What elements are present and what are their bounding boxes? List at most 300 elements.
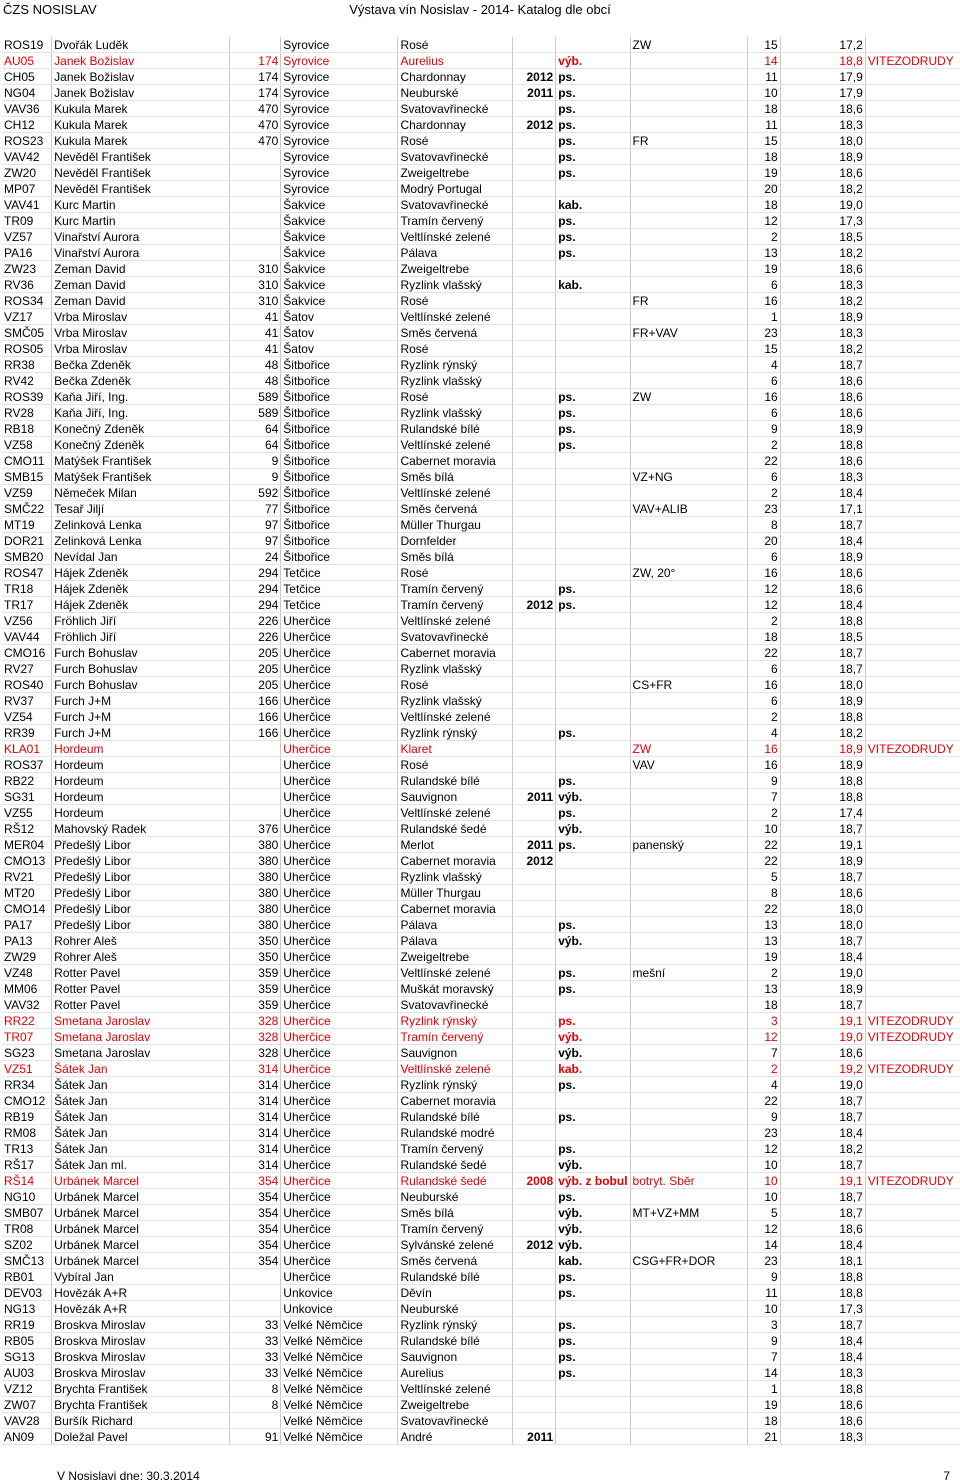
wine-code: MER04	[2, 837, 52, 853]
vintage	[513, 725, 556, 741]
note	[630, 245, 747, 261]
note: MT+VZ+MM	[630, 1205, 747, 1221]
note: VAV+ALIB	[630, 501, 747, 517]
variety: Aurelius	[398, 1365, 513, 1381]
vintage	[513, 981, 556, 997]
vintage	[513, 453, 556, 469]
category: 10	[747, 821, 780, 837]
category: 3	[747, 1013, 780, 1029]
wine-code: VZ54	[2, 709, 52, 725]
attribute: ps.	[556, 101, 630, 117]
note	[630, 1285, 747, 1301]
category: 10	[747, 85, 780, 101]
attribute: výb.	[556, 933, 630, 949]
category: 12	[747, 597, 780, 613]
grower-name: Urbánek Marcel	[52, 1173, 229, 1189]
village: Tetčice	[281, 565, 398, 581]
house-number: 226	[229, 629, 281, 645]
wine-code: TR09	[2, 213, 52, 229]
award	[865, 1205, 960, 1221]
score: 18,2	[780, 725, 865, 741]
variety: Müller Thurgau	[398, 885, 513, 901]
variety: Klaret	[398, 741, 513, 757]
village: Syrovice	[281, 181, 398, 197]
grower-name: Rotter Pavel	[52, 965, 229, 981]
grower-name: Matýšek František	[52, 469, 229, 485]
variety: Rosé	[398, 133, 513, 149]
grower-name: Rotter Pavel	[52, 981, 229, 997]
table-row	[2, 261, 960, 277]
score: 18,4	[780, 485, 865, 501]
variety: Rosé	[398, 757, 513, 773]
score: 18,2	[780, 1141, 865, 1157]
variety: Směs červená	[398, 501, 513, 517]
score: 18,7	[780, 357, 865, 373]
wine-code: AU05	[2, 53, 52, 69]
category: 12	[747, 213, 780, 229]
house-number: 314	[229, 1077, 281, 1093]
village: Uherčice	[281, 821, 398, 837]
category: 8	[747, 517, 780, 533]
table-row	[2, 1125, 960, 1141]
attribute	[556, 1397, 630, 1413]
wine-code: RV42	[2, 373, 52, 389]
variety: Rulandské bílé	[398, 1109, 513, 1125]
grower-name: Kukula Marek	[52, 133, 229, 149]
attribute	[556, 741, 630, 757]
attribute	[556, 901, 630, 917]
note	[630, 1061, 747, 1077]
table-row	[2, 757, 960, 773]
vintage	[513, 1413, 556, 1429]
variety: Cabernet moravia	[398, 645, 513, 661]
category: 20	[747, 533, 780, 549]
score: 19,0	[780, 1077, 865, 1093]
table-row	[2, 1429, 960, 1445]
wine-code: SG31	[2, 789, 52, 805]
house-number: 380	[229, 837, 281, 853]
score: 18,8	[780, 1269, 865, 1285]
house-number: 470	[229, 101, 281, 117]
vintage	[513, 629, 556, 645]
village: Uherčice	[281, 1221, 398, 1237]
vintage	[513, 37, 556, 53]
attribute	[556, 565, 630, 581]
category: 7	[747, 1045, 780, 1061]
wine-code: VZ17	[2, 309, 52, 325]
category: 16	[747, 565, 780, 581]
note	[630, 1333, 747, 1349]
house-number: 33	[229, 1365, 281, 1381]
award	[865, 389, 960, 405]
wine-code: ZW29	[2, 949, 52, 965]
table-row	[2, 181, 960, 197]
attribute	[556, 517, 630, 533]
attribute	[556, 1413, 630, 1429]
vintage	[513, 757, 556, 773]
attribute: výb.	[556, 53, 630, 69]
note	[630, 581, 747, 597]
vintage: 2011	[513, 85, 556, 101]
note	[630, 549, 747, 565]
house-number	[229, 757, 281, 773]
wine-code: VZ48	[2, 965, 52, 981]
note	[630, 1013, 747, 1029]
vintage	[513, 53, 556, 69]
variety: Tramín červený	[398, 1029, 513, 1045]
village: Šitbořice	[281, 533, 398, 549]
attribute	[556, 1381, 630, 1397]
award	[865, 437, 960, 453]
house-number: 174	[229, 53, 281, 69]
award: VITEZODRUDY	[865, 1061, 960, 1077]
category: 13	[747, 933, 780, 949]
grower-name: Kukula Marek	[52, 101, 229, 117]
note	[630, 229, 747, 245]
wine-code: VZ12	[2, 1381, 52, 1397]
vintage	[513, 821, 556, 837]
category: 13	[747, 245, 780, 261]
table-row	[2, 805, 960, 821]
house-number: 328	[229, 1013, 281, 1029]
village: Šitbořice	[281, 453, 398, 469]
house-number: 97	[229, 517, 281, 533]
attribute: ps.	[556, 965, 630, 981]
award	[865, 37, 960, 53]
variety: Ryzlink rýnský	[398, 1013, 513, 1029]
wine-code: RV27	[2, 661, 52, 677]
wine-code: RR22	[2, 1013, 52, 1029]
award	[865, 933, 960, 949]
note	[630, 981, 747, 997]
attribute	[556, 677, 630, 693]
note: VZ+NG	[630, 469, 747, 485]
vintage	[513, 1109, 556, 1125]
village: Šitbořice	[281, 389, 398, 405]
award	[865, 501, 960, 517]
attribute	[556, 37, 630, 53]
village: Velké Němčice	[281, 1413, 398, 1429]
grower-name: Kurc Martin	[52, 213, 229, 229]
award	[865, 1413, 960, 1429]
category: 6	[747, 549, 780, 565]
award	[865, 725, 960, 741]
table-row	[2, 549, 960, 565]
score: 18,3	[780, 325, 865, 341]
variety: Ryzlink rýnský	[398, 1317, 513, 1333]
category: 9	[747, 421, 780, 437]
vintage	[513, 677, 556, 693]
variety: Pálava	[398, 933, 513, 949]
category: 12	[747, 1029, 780, 1045]
note	[630, 1237, 747, 1253]
vintage	[513, 533, 556, 549]
wine-code: SMB07	[2, 1205, 52, 1221]
grower-name: Mahovský Radek	[52, 821, 229, 837]
village: Šakvice	[281, 293, 398, 309]
vintage	[513, 933, 556, 949]
category: 22	[747, 1093, 780, 1109]
house-number	[229, 149, 281, 165]
wine-code: CH05	[2, 69, 52, 85]
category: 2	[747, 965, 780, 981]
award	[865, 981, 960, 997]
score: 18,6	[780, 1221, 865, 1237]
note	[630, 773, 747, 789]
note	[630, 309, 747, 325]
variety: Ryzlink vlašský	[398, 661, 513, 677]
grower-name: Furch Bohuslav	[52, 677, 229, 693]
wine-code: SMČ13	[2, 1253, 52, 1269]
grower-name: Šátek Jan ml.	[52, 1157, 229, 1173]
attribute: ps.	[556, 405, 630, 421]
wine-code: TR18	[2, 581, 52, 597]
village: Uherčice	[281, 725, 398, 741]
vintage	[513, 709, 556, 725]
wine-code: CMO14	[2, 901, 52, 917]
score: 18,6	[780, 565, 865, 581]
note	[630, 869, 747, 885]
house-number: 41	[229, 325, 281, 341]
category: 22	[747, 853, 780, 869]
wine-code: VZ59	[2, 485, 52, 501]
award	[865, 965, 960, 981]
attribute: ps.	[556, 421, 630, 437]
house-number: 376	[229, 821, 281, 837]
table-row	[2, 69, 960, 85]
variety: Ryzlink rýnský	[398, 1077, 513, 1093]
table-row	[2, 533, 960, 549]
category: 18	[747, 629, 780, 645]
attribute	[556, 1093, 630, 1109]
wine-code: RŠ14	[2, 1173, 52, 1189]
score: 18,8	[780, 1285, 865, 1301]
note: ZW	[630, 741, 747, 757]
house-number: 294	[229, 597, 281, 613]
grower-name: Šátek Jan	[52, 1077, 229, 1093]
table-row	[2, 213, 960, 229]
table-row	[2, 1365, 960, 1381]
score: 17,9	[780, 69, 865, 85]
variety: Svatovavřinecké	[398, 101, 513, 117]
category: 10	[747, 1301, 780, 1317]
table-row	[2, 245, 960, 261]
house-number: 328	[229, 1045, 281, 1061]
wine-code: MT19	[2, 517, 52, 533]
house-number	[229, 229, 281, 245]
grower-name: Vrba Miroslav	[52, 325, 229, 341]
table-body	[2, 37, 960, 1445]
variety: Ryzlink vlašský	[398, 373, 513, 389]
wine-code: RB18	[2, 421, 52, 437]
score: 18,7	[780, 661, 865, 677]
score: 18,2	[780, 245, 865, 261]
score: 18,1	[780, 1253, 865, 1269]
attribute: ps.	[556, 1285, 630, 1301]
village: Uherčice	[281, 1269, 398, 1285]
score: 18,9	[780, 853, 865, 869]
page-footer	[0, 1469, 960, 1484]
score: 19,0	[780, 1029, 865, 1045]
house-number	[229, 1413, 281, 1429]
category: 2	[747, 485, 780, 501]
award	[865, 1125, 960, 1141]
score: 18,6	[780, 373, 865, 389]
note	[630, 1397, 747, 1413]
award: VITEZODRUDY	[865, 53, 960, 69]
village: Uherčice	[281, 997, 398, 1013]
note	[630, 341, 747, 357]
house-number: 64	[229, 437, 281, 453]
village: Šitbořice	[281, 405, 398, 421]
house-number: 205	[229, 645, 281, 661]
category: 19	[747, 261, 780, 277]
wine-code: RB05	[2, 1333, 52, 1349]
award	[865, 565, 960, 581]
attribute: ps.	[556, 149, 630, 165]
table-row	[2, 293, 960, 309]
village: Šitbořice	[281, 485, 398, 501]
village: Uherčice	[281, 1077, 398, 1093]
award: VITEZODRUDY	[865, 1029, 960, 1045]
house-number: 174	[229, 85, 281, 101]
attribute	[556, 469, 630, 485]
wine-code: DEV03	[2, 1285, 52, 1301]
vintage	[513, 1205, 556, 1221]
grower-name: Doležal Pavel	[52, 1429, 229, 1445]
table-row	[2, 101, 960, 117]
village: Uherčice	[281, 789, 398, 805]
attribute: ps.	[556, 581, 630, 597]
variety: Pálava	[398, 917, 513, 933]
table-row	[2, 1285, 960, 1301]
award	[865, 373, 960, 389]
category: 10	[747, 1189, 780, 1205]
attribute: ps.	[556, 389, 630, 405]
score: 18,6	[780, 389, 865, 405]
village: Uherčice	[281, 677, 398, 693]
grower-name: Urbánek Marcel	[52, 1237, 229, 1253]
note	[630, 149, 747, 165]
vintage	[513, 197, 556, 213]
grower-name: Furch J+M	[52, 709, 229, 725]
attribute	[556, 1125, 630, 1141]
grower-name: Předešlý Libor	[52, 853, 229, 869]
grower-name: Tesař Jiljí	[52, 501, 229, 517]
note	[630, 1349, 747, 1365]
vintage	[513, 165, 556, 181]
village: Uherčice	[281, 837, 398, 853]
note	[630, 405, 747, 421]
vintage	[513, 549, 556, 565]
wine-code: SZ02	[2, 1237, 52, 1253]
score: 17,1	[780, 501, 865, 517]
house-number: 91	[229, 1429, 281, 1445]
vintage	[513, 245, 556, 261]
attribute: kab.	[556, 1253, 630, 1269]
wine-code: SMČ05	[2, 325, 52, 341]
award	[865, 1269, 960, 1285]
variety: Ryzlink vlašský	[398, 277, 513, 293]
village: Uherčice	[281, 885, 398, 901]
vintage	[513, 693, 556, 709]
score: 18,7	[780, 645, 865, 661]
score: 18,7	[780, 1317, 865, 1333]
vintage	[513, 517, 556, 533]
house-number	[229, 773, 281, 789]
house-number: 33	[229, 1317, 281, 1333]
village: Velké Němčice	[281, 1333, 398, 1349]
village: Uherčice	[281, 1237, 398, 1253]
category: 6	[747, 661, 780, 677]
attribute: výb.	[556, 1221, 630, 1237]
attribute: ps.	[556, 133, 630, 149]
village: Uherčice	[281, 853, 398, 869]
wine-code: CMO16	[2, 645, 52, 661]
variety: Zweigeltrebe	[398, 261, 513, 277]
award	[865, 1189, 960, 1205]
attribute: ps.	[556, 117, 630, 133]
wine-code: PA16	[2, 245, 52, 261]
village: Šitbořice	[281, 517, 398, 533]
score: 18,6	[780, 165, 865, 181]
table-row	[2, 1173, 960, 1189]
table-row	[2, 997, 960, 1013]
wine-code: ROS19	[2, 37, 52, 53]
table-row	[2, 661, 960, 677]
score: 18,8	[780, 53, 865, 69]
house-number: 64	[229, 421, 281, 437]
table-row	[2, 469, 960, 485]
score: 18,7	[780, 1157, 865, 1173]
vintage	[513, 565, 556, 581]
house-number: 226	[229, 613, 281, 629]
wine-code: RB22	[2, 773, 52, 789]
attribute	[556, 341, 630, 357]
village: Uherčice	[281, 1093, 398, 1109]
score: 19,0	[780, 197, 865, 213]
award	[865, 773, 960, 789]
category: 20	[747, 181, 780, 197]
attribute	[556, 949, 630, 965]
table-row	[2, 325, 960, 341]
variety: Rosé	[398, 565, 513, 581]
attribute	[556, 293, 630, 309]
attribute: ps.	[556, 1189, 630, 1205]
vintage	[513, 501, 556, 517]
award	[865, 149, 960, 165]
village: Syrovice	[281, 149, 398, 165]
award	[865, 917, 960, 933]
note	[630, 1269, 747, 1285]
vintage: 2011	[513, 837, 556, 853]
village: Syrovice	[281, 37, 398, 53]
award	[865, 1301, 960, 1317]
grower-name: Hájek Zdeněk	[52, 597, 229, 613]
attribute	[556, 533, 630, 549]
category: 11	[747, 1285, 780, 1301]
table-row	[2, 917, 960, 933]
page-number: 7	[943, 1469, 950, 1483]
category: 1	[747, 309, 780, 325]
village: Šatov	[281, 325, 398, 341]
award	[865, 69, 960, 85]
village: Velké Němčice	[281, 1317, 398, 1333]
award	[865, 469, 960, 485]
house-number: 314	[229, 1061, 281, 1077]
vintage	[513, 229, 556, 245]
attribute: výb.	[556, 1045, 630, 1061]
